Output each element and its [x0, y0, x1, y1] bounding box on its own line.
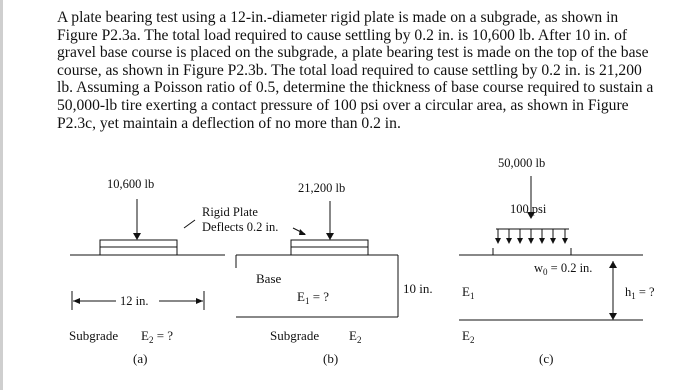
modulus-e2-b: $E_2$ — [349, 328, 362, 345]
rigid-plate-label: Rigid Plate — [202, 205, 258, 219]
subgrade-label-b: Subgrade — [270, 328, 320, 343]
plate-leader-line — [184, 220, 195, 228]
figure-b — [236, 181, 433, 366]
layer-e1-label: $E_1$ — [462, 284, 475, 301]
modulus-e1-b: $E_1$ = ? — [297, 289, 330, 306]
pressure-arrows — [495, 229, 568, 244]
caption-a: (a) — [133, 351, 148, 366]
diameter-dimension: 12 in. — [120, 294, 149, 308]
thickness-h1: $h_1$ = ? — [625, 285, 655, 301]
layer-e2-label: $E_2$ — [462, 328, 475, 345]
load-a-arrowhead — [133, 233, 141, 240]
figure-c — [459, 156, 655, 366]
rigid-plate-b — [291, 240, 368, 247]
subgrade-label-a: Subgrade — [69, 328, 119, 343]
load-b-label: 21,200 lb — [298, 181, 346, 195]
caption-b: (b) — [323, 351, 339, 366]
deflection-label: Deflects 0.2 in. — [202, 220, 279, 234]
caption-c: (c) — [539, 351, 554, 366]
problem-statement: A plate bearing test using a 12-in.-diameter rigid plate is made on a subgrade, as shown in Figure P2.3a. The total load required to cause settling by 0.2 in. is 10,600 lb. After 10 in. of gravel base course is placed on the subgrade, a plate bearing test is made on the top of the base course, as shown in Figure P2.3b. The total load required to cause settling by 0.2 in. is 21,200 lb. Assuming a Poisson ratio of 0.5, determine the thickness of base course required to sustain a 50,000-lb tire exerting a contact pressure of 100 psi over a circular area, as shown in Figure P2.3c, yet maintain a deflection of no more than 0.2 in. — [57, 9, 654, 132]
load-a-label: 10,600 lb — [107, 177, 155, 191]
pressure-label: 100 psi — [510, 202, 547, 216]
base-label: Base — [256, 271, 282, 286]
thickness-label-b: 10 in. — [403, 281, 433, 296]
modulus-e2-a: $E_2$ = ? — [141, 328, 174, 345]
deflection-w0: $w_0 = 0.2$ in. — [534, 261, 593, 277]
rigid-plate-a — [100, 240, 177, 247]
load-c-label: 50,000 lb — [498, 156, 546, 170]
figure-a — [69, 177, 278, 366]
figure-p2-3 — [3, 0, 700, 390]
